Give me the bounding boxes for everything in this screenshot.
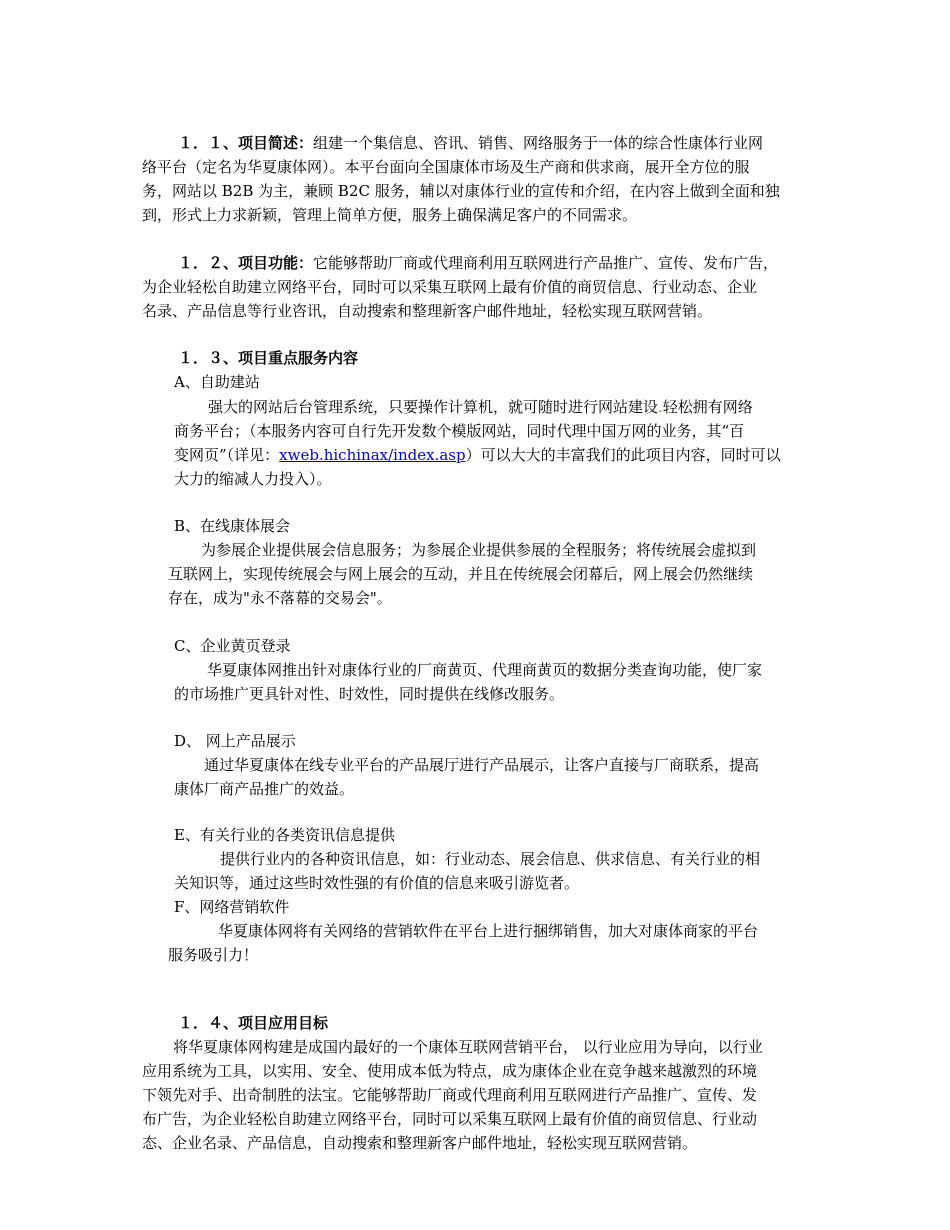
service-e-line-1: 提供行业内的各种资讯信息，如：行业动态、展会信息、供求信息、有关行业的相: [220, 850, 761, 868]
service-b-line-3: 存在，成为"永不落幕的交易会"。: [168, 589, 392, 607]
section-1-1-first-line: [178, 131, 763, 155]
service-c-line-2: 的市场推广更具针对性、时效性，同时提供在线修改服务。: [174, 685, 565, 703]
service-e-line-2: 关知识等，通过这些时效性强的有价值的信息来吸引游览者。: [174, 874, 580, 892]
service-d-title: D、 网上产品展示: [174, 732, 296, 750]
service-a-line-2: 商务平台；（本服务内容可自行先开发数个模版网站，同时代理中国万网的业务，其“百: [174, 422, 745, 440]
service-a-title: A、自助建站: [174, 373, 260, 391]
section-1-4-line-2: 应用系统为工具，以实用、安全、使用成本低为特点，成为康体企业在竞争越来越激烈的环境: [142, 1062, 758, 1080]
section-1-4-line-5: 态、企业名录、产品信息，自动搜索和整理新客户邮件地址，轻松实现互联网营销。: [142, 1134, 698, 1152]
section-1-3-heading: １．３、项目重点服务内容: [178, 349, 359, 367]
service-a-line-3a: 变网页”（详见：: [174, 446, 280, 464]
service-b-title: B、在线康体展会: [174, 517, 291, 535]
service-a-line-3: [174, 443, 781, 467]
orange-dot-mark: .: [658, 398, 663, 416]
section-1-1-line-3: 务，网站以 B2B 为主，兼顾 B2C 服务，辅以对康体行业的宣传和介绍，在内容上做到全面和独: [142, 182, 780, 200]
service-a-line-4: 大力的缩减人力投入）。: [174, 470, 332, 488]
section-1-1-line-2: 络平台（定名为华夏康体网）。本平台面向全国康体市场及生产商和供求商，展开全方位的服: [142, 158, 750, 176]
section-1-2-first-line: [178, 251, 778, 275]
section-1-4-line-3: 下领先对手、出奇制胜的法宝。它能够帮助厂商或代理商利用互联网进行产品推广、宣传、发: [142, 1086, 758, 1104]
service-a-line-1b: 轻松拥有网络: [662, 398, 753, 416]
section-1-2-line-3: 名录、产品信息等行业咨讯，自动搜索和整理新客户邮件地址，轻松实现互联网营销。: [142, 302, 713, 320]
service-b-line-1: 为参展企业提供展会信息服务；为参展企业提供参展的全程服务；将传统展会虚拟到: [201, 541, 757, 559]
service-b-line-2: 互联网上，实现传统展会与网上展会的互动，并且在传统展会闭幕后，网上展会仍然继续: [168, 565, 754, 583]
section-1-1-heading: １．１、项目简述：: [178, 134, 314, 152]
section-1-4-line-1: 将华夏康体网构建是成国内最好的一个康体互联网营销平台， 以行业应用为导向，以行业: [173, 1038, 763, 1056]
xweb-link[interactable]: xweb.hichinax/index.asp: [279, 446, 466, 464]
service-f-title: F、网络营销软件: [174, 898, 290, 916]
section-1-2-line-1: 它能够帮助厂商或代理商利用互联网进行产品推广、宣传、发布广告，: [313, 254, 779, 272]
section-1-1-line-4: 到，形式上力求新颖，管理上简单方便，服务上确保满足客户的不同需求。: [142, 206, 638, 224]
service-f-line-1: 华夏康体网将有关网络的营销软件在平台上进行捆绑销售，加大对康体商家的平台: [218, 922, 759, 940]
section-1-4-heading: １．４、项目应用目标: [178, 1014, 329, 1032]
service-a-line-3b: ）可以大大的丰富我们的此项目内容，同时可以: [465, 446, 781, 464]
service-c-line-1: 华夏康体网推出针对康体行业的厂商黄页、代理商黄页的数据分类查询功能，使厂家: [207, 661, 763, 679]
service-f-line-2: 服务吸引力！: [168, 946, 259, 964]
section-1-2-line-2: 为企业轻松自助建立网络平台，同时可以采集互联网上最有价值的商贸信息、行业动态、企业: [142, 278, 758, 296]
service-a-line-1: [208, 395, 753, 419]
section-1-2-heading: １．２、项目功能：: [178, 254, 314, 272]
service-a-line-1a: 强大的网站后台管理系统，只要操作计算机，就可随时进行网站建设: [208, 398, 659, 416]
section-1-4-line-4: 布广告，为企业轻松自助建立网络平台，同时可以采集互联网上最有价值的商贸信息、行业动: [142, 1110, 758, 1128]
service-d-line-1: 通过华夏康体在线专业平台的产品展厅进行产品展示，让客户直接与厂商联系，提高: [204, 756, 760, 774]
service-e-title: E、有关行业的各类资讯信息提供: [174, 826, 395, 844]
service-c-title: C、企业黄页登录: [174, 637, 291, 655]
service-d-line-2: 康体厂商产品推广的效益。: [174, 780, 355, 798]
section-1-1-line-1: 组建一个集信息、咨讯、销售、网络服务于一体的综合性康体行业网: [313, 134, 764, 152]
